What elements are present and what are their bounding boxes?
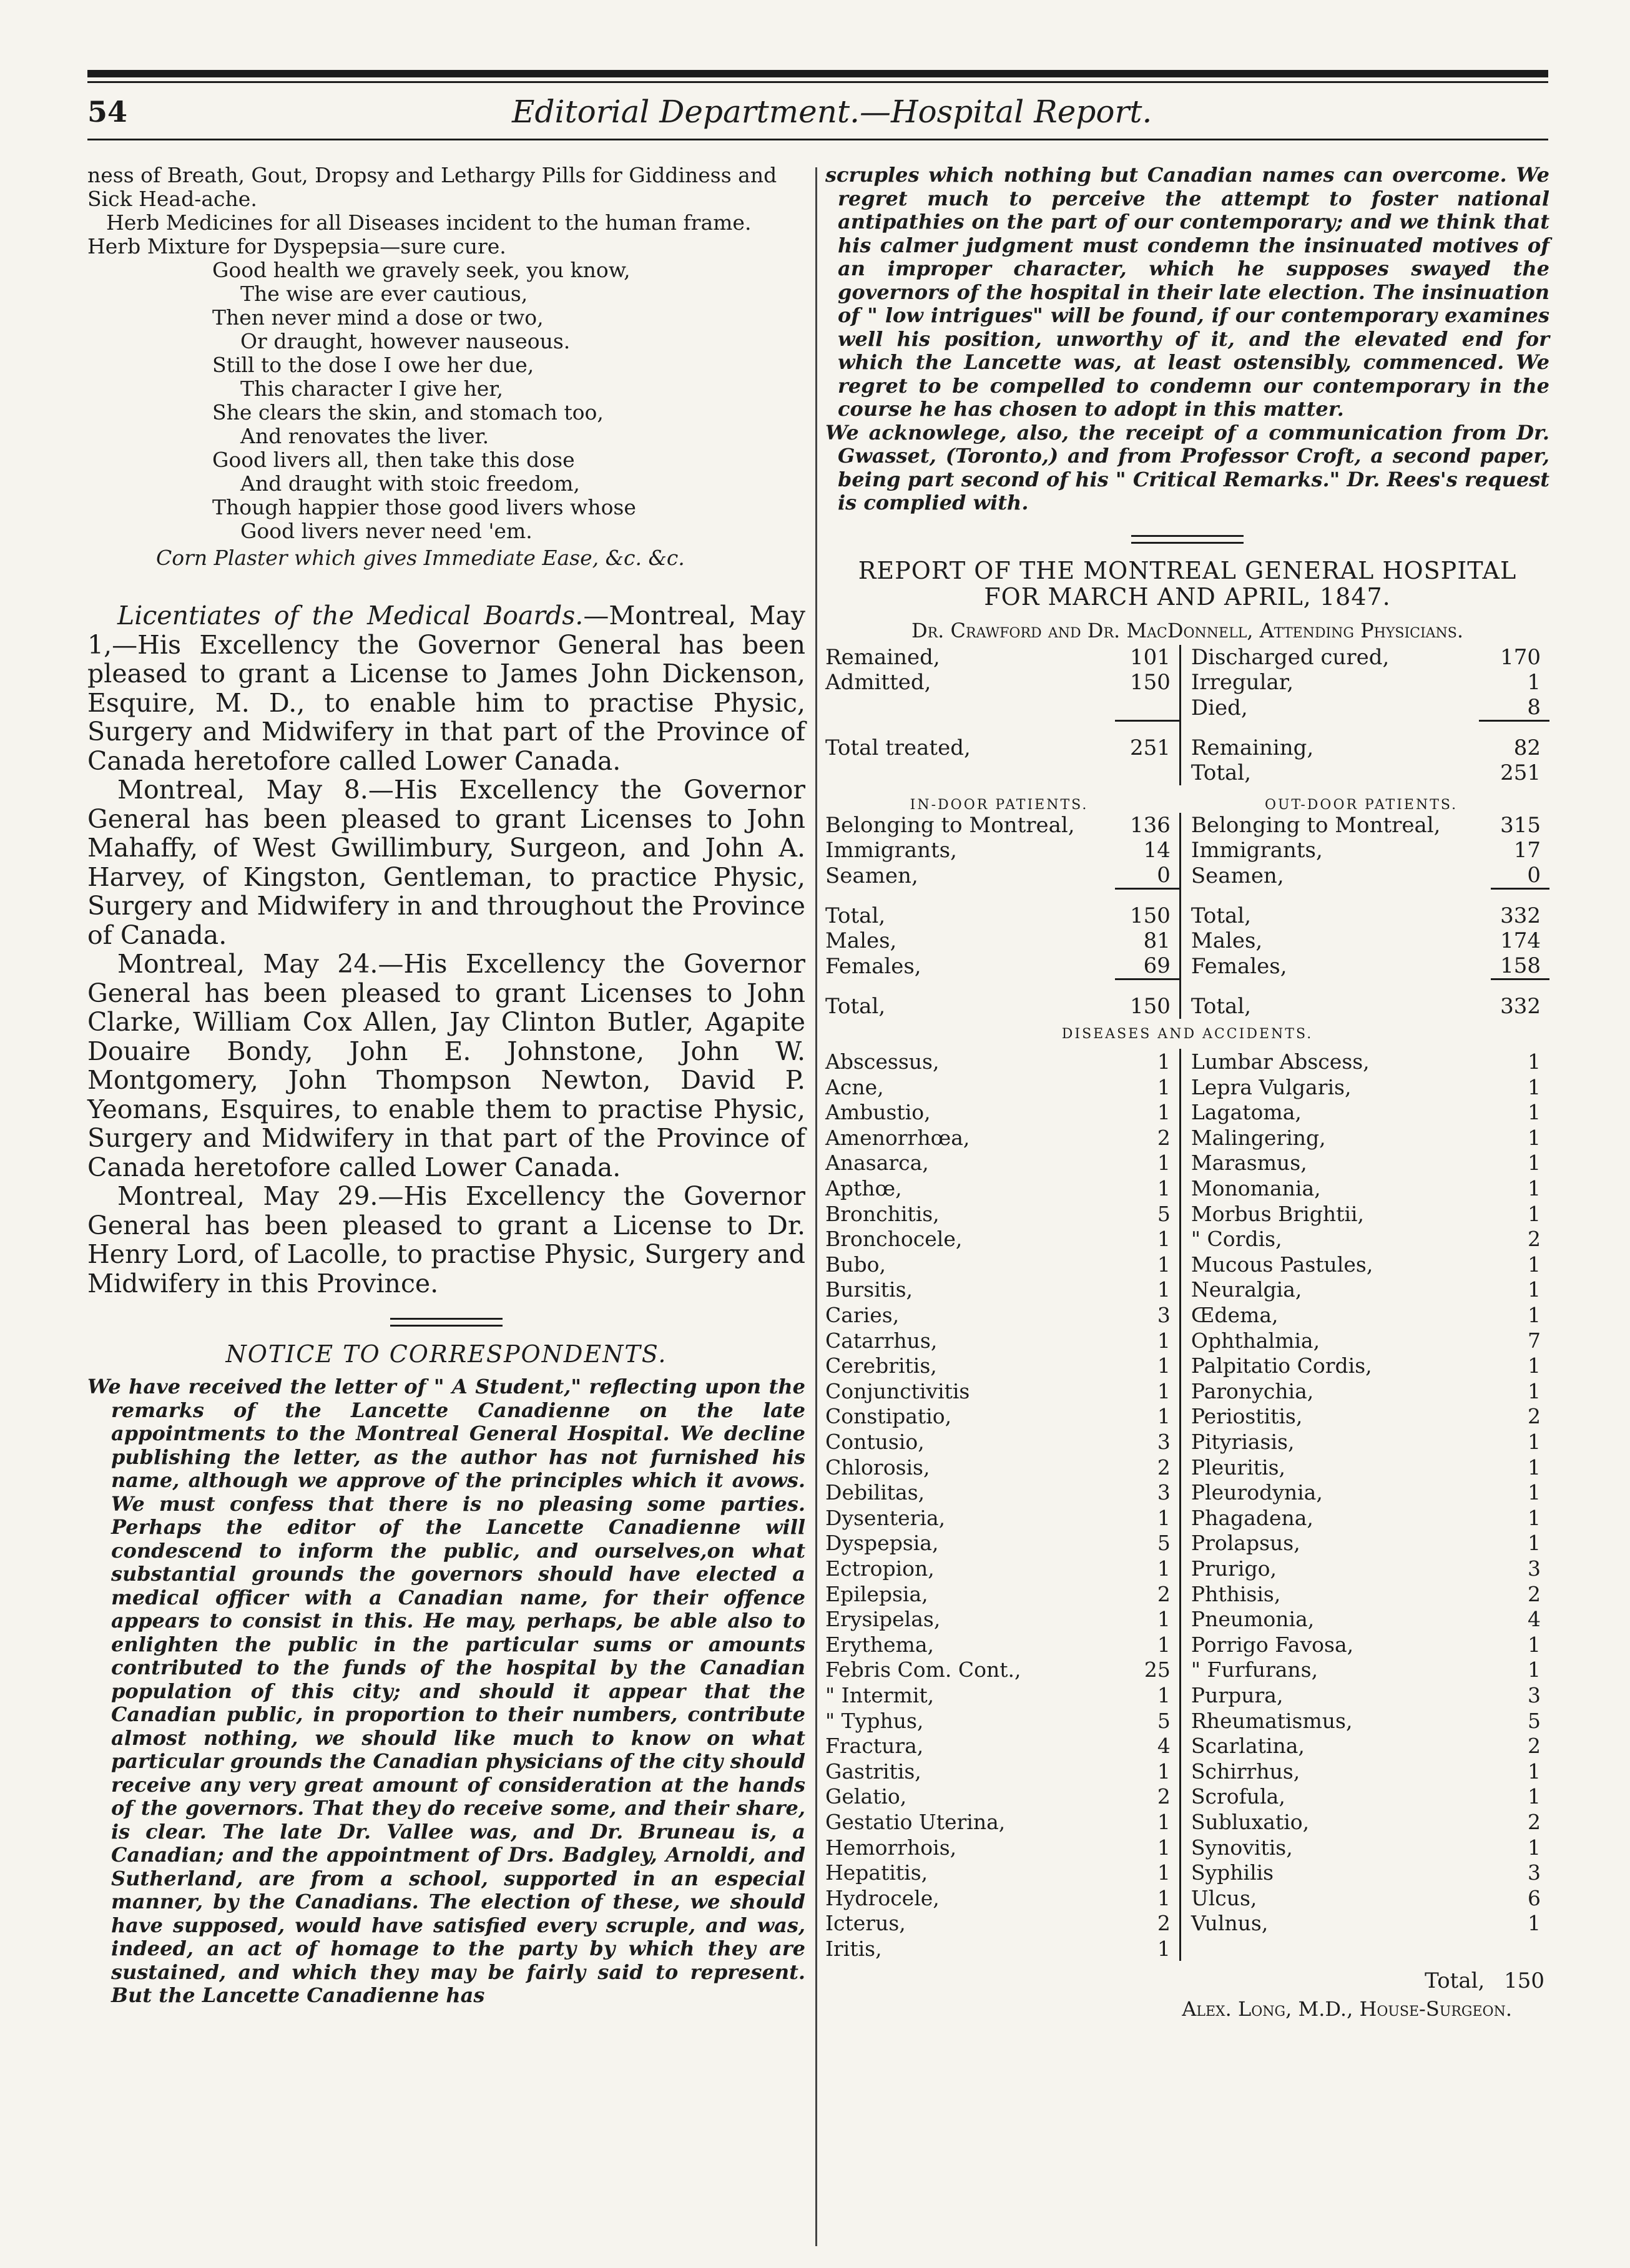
right-value: 1 bbox=[1528, 1657, 1541, 1682]
table-row bbox=[825, 760, 1549, 785]
left-value: 1 bbox=[1157, 1328, 1171, 1353]
left-value: 1 bbox=[1157, 1404, 1171, 1429]
right-value: 332 bbox=[1491, 979, 1549, 1019]
left-label: Gestatio Uterina, bbox=[825, 1809, 1006, 1834]
diseases-total-line bbox=[825, 1968, 1549, 1993]
right-value: 1 bbox=[1528, 1100, 1541, 1125]
right-value: 1 bbox=[1528, 1759, 1541, 1784]
left-value: 1 bbox=[1157, 1049, 1171, 1074]
left-label: Febris Com. Cont., bbox=[825, 1657, 1021, 1682]
right-label: Pleuritis, bbox=[1180, 1454, 1511, 1480]
table-row bbox=[825, 1099, 1549, 1125]
table-row bbox=[825, 1733, 1549, 1759]
right-label: Ulcus, bbox=[1180, 1885, 1511, 1910]
table-row bbox=[825, 1403, 1549, 1429]
right-value: 158 bbox=[1500, 953, 1541, 978]
licentiates-title: Licentiates of the Medical Boards. bbox=[117, 601, 584, 631]
left-label: Seamen, bbox=[825, 863, 918, 888]
left-label bbox=[825, 695, 1115, 721]
right-label: Morbus Brightii, bbox=[1180, 1200, 1511, 1226]
left-value: 1 bbox=[1157, 1176, 1171, 1201]
table-row bbox=[825, 1606, 1549, 1632]
left-label: Total treated, bbox=[825, 735, 971, 760]
left-value bbox=[1115, 695, 1180, 721]
left-value: 1 bbox=[1157, 1835, 1171, 1860]
table-row bbox=[825, 1302, 1549, 1327]
left-value: 0 bbox=[1157, 862, 1171, 888]
right-value: 1 bbox=[1528, 1784, 1541, 1809]
table-row bbox=[825, 1834, 1549, 1860]
table-row bbox=[825, 838, 1549, 863]
right-label: Total, bbox=[1180, 979, 1490, 1019]
right-label: Females, bbox=[1180, 953, 1490, 979]
poem-line: She clears the skin, and stomach too, bbox=[212, 400, 604, 425]
left-value: 14 bbox=[1143, 837, 1171, 863]
left-value: 2 bbox=[1157, 1125, 1171, 1150]
left-label: " Typhus, bbox=[825, 1708, 924, 1733]
left-label: Amenorrhœa, bbox=[825, 1125, 970, 1150]
right-value: 82 bbox=[1479, 720, 1549, 760]
left-label: Erysipelas, bbox=[825, 1607, 941, 1632]
right-value: 1 bbox=[1528, 1176, 1541, 1201]
table-row bbox=[825, 1124, 1549, 1150]
licentiates-paragraph bbox=[87, 601, 805, 775]
left-value: 1 bbox=[1157, 1252, 1171, 1277]
right-column bbox=[825, 164, 1549, 2021]
right-label: Purpura, bbox=[1180, 1682, 1511, 1707]
right-value: 17 bbox=[1513, 837, 1541, 863]
acknowledgement: We acknowlege, also, the receipt of a communication from Dr. Gwasset, (Toronto,) and from Professor Croft, a second paper, being part second of his " Critical Remarks." Dr. Rees's request is complied with. bbox=[825, 420, 1549, 514]
left-label: Remained, bbox=[825, 644, 940, 670]
left-value: 3 bbox=[1157, 1480, 1171, 1505]
left-label: Ectropion, bbox=[825, 1556, 935, 1581]
left-label: Females, bbox=[825, 954, 921, 979]
poem-line: Then never mind a dose or two, bbox=[212, 305, 544, 330]
poem-line: Good livers never need 'em. bbox=[240, 519, 533, 543]
left-value: 1 bbox=[1157, 1277, 1171, 1302]
left-label: Hydrocele, bbox=[825, 1885, 940, 1910]
left-label: Conjunctivitis bbox=[825, 1378, 970, 1403]
notice-title: NOTICE TO CORRESPONDENTS. bbox=[225, 1340, 667, 1368]
left-label: Total, bbox=[825, 993, 886, 1019]
right-value: 3 bbox=[1528, 1860, 1541, 1885]
table-row bbox=[825, 1175, 1549, 1200]
poem-line: And renovates the liver. bbox=[240, 424, 489, 448]
left-label: Contusio, bbox=[825, 1430, 925, 1454]
page-number: 54 bbox=[87, 95, 128, 129]
right-label: Irregular, bbox=[1180, 670, 1479, 695]
right-label: Œdema, bbox=[1180, 1302, 1511, 1327]
right-label: Discharged cured, bbox=[1180, 645, 1479, 670]
right-label: Remaining, bbox=[1180, 720, 1479, 760]
left-value: 101 bbox=[1129, 644, 1171, 670]
left-value: 1 bbox=[1157, 1682, 1171, 1707]
outdoor-heading: OUT-DOOR PATIENTS. bbox=[1264, 797, 1458, 813]
right-label: Subluxatio, bbox=[1180, 1809, 1511, 1834]
left-value: 25 bbox=[1144, 1657, 1171, 1682]
left-value: 81 bbox=[1143, 928, 1171, 953]
right-label: Palpitatio Cordis, bbox=[1180, 1353, 1511, 1378]
left-label: Abscessus, bbox=[825, 1049, 940, 1074]
left-value: 1 bbox=[1157, 1556, 1171, 1581]
right-label: Pneumonia, bbox=[1180, 1606, 1511, 1632]
left-value: 1 bbox=[1157, 1227, 1171, 1252]
poem-line: This character I give her, bbox=[240, 376, 503, 401]
left-label: Dyspepsia, bbox=[825, 1531, 939, 1556]
left-label: Immigrants, bbox=[825, 837, 957, 863]
poem-line: And draught with stoic freedom, bbox=[240, 471, 580, 496]
right-label: Periostitis, bbox=[1180, 1403, 1511, 1429]
left-label: Dysenteria, bbox=[825, 1505, 946, 1530]
right-value: 170 bbox=[1500, 644, 1541, 670]
table-row bbox=[825, 1251, 1549, 1277]
right-label: Total, bbox=[1180, 760, 1479, 785]
right-value: 1 bbox=[1528, 1277, 1541, 1302]
right-label: Total, bbox=[1180, 888, 1490, 928]
left-value: 1 bbox=[1157, 1074, 1171, 1099]
left-value: 2 bbox=[1157, 1911, 1171, 1936]
table-row bbox=[825, 1631, 1549, 1657]
advertisement-poem bbox=[212, 258, 805, 543]
left-value: 1 bbox=[1157, 1607, 1171, 1632]
left-value: 1 bbox=[1157, 1353, 1171, 1378]
top-rule-thin bbox=[87, 81, 1548, 83]
right-label: Males, bbox=[1180, 928, 1490, 953]
left-value: 3 bbox=[1157, 1303, 1171, 1328]
left-value: 150 bbox=[1129, 669, 1171, 695]
right-value: 1 bbox=[1528, 1303, 1541, 1328]
left-label: Constipatio, bbox=[825, 1404, 952, 1429]
left-value: 1 bbox=[1157, 1936, 1171, 1961]
right-label: Mucous Pastules, bbox=[1180, 1251, 1511, 1277]
left-label: Bubo, bbox=[825, 1252, 886, 1277]
left-value: 1 bbox=[1157, 1632, 1171, 1657]
right-value: 2 bbox=[1528, 1809, 1541, 1834]
licentiates-paragraph: Montreal, May 24.—His Excellency the Governor General has been pleased to grant Licenses to John Clarke, William Cox Allen, Jay Clinton Butler, Agapite Douaire Bondy, John E. Johnstone, John W. Montgomery, John Thompson Newton, David P. Yeomans, Esquires, to enable them to practise Physic, Surgery and Midwifery in that part of the Province of Canada heretofore called Lower Canada. bbox=[87, 949, 805, 1182]
table-row bbox=[825, 888, 1549, 928]
right-value: 3 bbox=[1528, 1556, 1541, 1581]
left-label: Bronchocele, bbox=[825, 1227, 963, 1252]
left-value: 3 bbox=[1157, 1430, 1171, 1454]
report-title bbox=[825, 557, 1549, 610]
table-row bbox=[825, 1428, 1549, 1454]
left-value bbox=[1115, 760, 1180, 785]
right-value: 1 bbox=[1528, 1835, 1541, 1860]
left-label: Cerebritis, bbox=[825, 1353, 937, 1378]
right-value: 1 bbox=[1528, 1151, 1541, 1176]
right-label: Paronychia, bbox=[1180, 1378, 1511, 1403]
right-value: 1 bbox=[1528, 1455, 1541, 1480]
ad-line: Herb Medicines for all Diseases incident to the human frame. bbox=[106, 210, 752, 235]
right-value: 5 bbox=[1528, 1708, 1541, 1733]
right-label: Vulnus, bbox=[1180, 1910, 1511, 1936]
right-value: 2 bbox=[1528, 1227, 1541, 1252]
table-row bbox=[825, 1657, 1549, 1682]
right-label: Died, bbox=[1180, 695, 1479, 721]
table-row bbox=[825, 1885, 1549, 1910]
summary-table bbox=[825, 645, 1549, 785]
diseases-total-label: Total, bbox=[1425, 1968, 1485, 1993]
poem-line: Good livers all, then take this dose bbox=[212, 448, 575, 472]
right-value: 1 bbox=[1528, 1911, 1541, 1936]
left-value: 1 bbox=[1157, 1759, 1171, 1784]
left-label: Hemorrhois, bbox=[825, 1835, 957, 1860]
table-row bbox=[825, 1049, 1549, 1074]
right-value: 7 bbox=[1528, 1328, 1541, 1353]
section-divider bbox=[1131, 535, 1244, 544]
right-label: Phagadena, bbox=[1180, 1505, 1511, 1530]
right-value: 2 bbox=[1528, 1581, 1541, 1606]
table-row bbox=[825, 1784, 1549, 1809]
poem-line: Good health we gravely seek, you know, bbox=[212, 258, 631, 282]
right-value: 174 bbox=[1500, 928, 1541, 953]
licentiates-paragraph: Montreal, May 8.—His Excellency the Governor General has been pleased to grant Licenses to John Mahaffy, of West Gwillimbury, Surgeon, and John A. Harvey, of Kingston, Gentleman, to practice Physic, Surgery and Midwifery in and throughout the Province of Canada. bbox=[87, 775, 805, 950]
table-row bbox=[825, 1226, 1549, 1252]
left-value: 1 bbox=[1157, 1505, 1171, 1530]
table-row bbox=[825, 1809, 1549, 1834]
right-value: 1 bbox=[1528, 1505, 1541, 1530]
left-value: 1 bbox=[1157, 1378, 1171, 1403]
left-label: Debilitas, bbox=[825, 1480, 925, 1505]
attending-physicians: Dr. Crawford and Dr. MacDonnell, Attending Physicians. bbox=[911, 618, 1464, 642]
left-label: Epilepsia, bbox=[825, 1581, 928, 1606]
table-row bbox=[825, 1935, 1549, 1961]
right-label: " Furfurans, bbox=[1180, 1657, 1511, 1682]
left-value: 2 bbox=[1157, 1784, 1171, 1809]
left-label: Bursitis, bbox=[825, 1277, 913, 1302]
right-label: Prolapsus, bbox=[1180, 1530, 1511, 1556]
left-label: Ambustio, bbox=[825, 1100, 931, 1125]
table-row bbox=[825, 1555, 1549, 1581]
corn-plaster-line: Corn Plaster which gives Immediate Ease, &c. &c. bbox=[156, 546, 685, 570]
right-value: 2 bbox=[1528, 1734, 1541, 1759]
left-label: " Intermit, bbox=[825, 1682, 935, 1707]
left-label: Apthœ, bbox=[825, 1176, 902, 1201]
table-row bbox=[825, 1200, 1549, 1226]
table-row bbox=[825, 1327, 1549, 1353]
right-label: Monomania, bbox=[1180, 1175, 1511, 1200]
column-separator bbox=[815, 167, 817, 2246]
left-label: Gastritis, bbox=[825, 1759, 921, 1784]
header-rule bbox=[87, 139, 1548, 140]
right-label: Scarlatina, bbox=[1180, 1733, 1511, 1759]
right-value: 315 bbox=[1500, 812, 1541, 838]
right-value: 1 bbox=[1528, 1201, 1541, 1226]
poem-line: Though happier those good livers whose bbox=[212, 495, 636, 519]
left-label: Hepatitis, bbox=[825, 1860, 928, 1885]
poem-line: Or draught, however nauseous. bbox=[240, 329, 571, 353]
right-value: 332 bbox=[1491, 888, 1549, 928]
left-value: 4 bbox=[1157, 1734, 1171, 1759]
left-label: Catarrhus, bbox=[825, 1328, 938, 1353]
right-value: 2 bbox=[1528, 1404, 1541, 1429]
right-label: Marasmus, bbox=[1180, 1150, 1511, 1176]
patients-table bbox=[825, 813, 1549, 1019]
diseases-heading: DISEASES AND ACCIDENTS. bbox=[1061, 1026, 1313, 1042]
left-label: Iritis, bbox=[825, 1936, 882, 1961]
right-value: 1 bbox=[1528, 1353, 1541, 1378]
table-row bbox=[825, 953, 1549, 979]
licentiates-paragraph: Montreal, May 29.—His Excellency the Governor General has been pleased to grant a License to Dr. Henry Lord, of Lacolle, to practise Physic, Surgery and Midwifery in this Province. bbox=[87, 1181, 805, 1298]
right-label: Ophthalmia, bbox=[1180, 1327, 1511, 1353]
left-value: 5 bbox=[1157, 1531, 1171, 1556]
running-title: Editorial Department.—Hospital Report. bbox=[512, 94, 1152, 130]
left-column bbox=[87, 164, 805, 2008]
table-row bbox=[825, 1454, 1549, 1480]
table-row bbox=[825, 1682, 1549, 1707]
right-label: Lagatoma, bbox=[1180, 1099, 1511, 1125]
report-title-line: REPORT OF THE MONTREAL GENERAL HOSPITAL bbox=[858, 556, 1517, 584]
table-row bbox=[825, 670, 1549, 695]
right-value: 1 bbox=[1528, 1480, 1541, 1505]
advertisement-lines bbox=[87, 164, 805, 258]
table-row bbox=[825, 695, 1549, 721]
notice-continued: scruples which nothing but Canadian names can overcome. We regret much to perceive the attempt to foster national antipathies on the part of our contemporary; and we think that his calmer judgment must condemn the insinuated motives of an improper character, which he supposes swayed the governors of the hospital in their late election. The insinuation of " low intrigues" will be found, if our contemporary examines well his position, unworthy of it, and the elevated end for which the Lancette was, at least ostensibly, commenced. We regret to be compelled to condemn our contemporary in the course he has chosen to adopt in this matter. bbox=[825, 163, 1549, 421]
left-label: Fractura, bbox=[825, 1734, 924, 1759]
left-label: Bronchitis, bbox=[825, 1201, 940, 1226]
section-divider bbox=[390, 1318, 503, 1327]
right-label: Rheumatismus, bbox=[1180, 1707, 1511, 1733]
right-value bbox=[1512, 1935, 1549, 1961]
right-label: Belonging to Montreal, bbox=[1180, 813, 1490, 838]
left-value: 5 bbox=[1157, 1708, 1171, 1733]
poem-line: The wise are ever cautious, bbox=[240, 282, 528, 306]
left-label: Erythema, bbox=[825, 1632, 935, 1657]
right-label bbox=[1180, 1935, 1511, 1961]
table-row bbox=[825, 1860, 1549, 1885]
right-label: Scrofula, bbox=[1180, 1784, 1511, 1809]
right-label: Phthisis, bbox=[1180, 1581, 1511, 1606]
poem-line: Still to the dose I owe her due, bbox=[212, 353, 534, 377]
left-label: Total, bbox=[825, 903, 886, 928]
table-row bbox=[825, 1378, 1549, 1403]
table-row bbox=[825, 1707, 1549, 1733]
left-label bbox=[825, 760, 1115, 785]
left-label: Chlorosis, bbox=[825, 1455, 930, 1480]
left-value: 150 bbox=[1115, 979, 1180, 1019]
table-row bbox=[825, 979, 1549, 1019]
left-label: Gelatio, bbox=[825, 1784, 907, 1809]
table-row bbox=[825, 863, 1549, 889]
right-label: Prurigo, bbox=[1180, 1555, 1511, 1581]
table-row bbox=[825, 1353, 1549, 1378]
right-label: Synovitis, bbox=[1180, 1834, 1511, 1860]
table-row bbox=[825, 645, 1549, 670]
table-row bbox=[825, 1150, 1549, 1176]
table-row bbox=[825, 1277, 1549, 1302]
left-value: 251 bbox=[1115, 720, 1180, 760]
diseases-total-value: 150 bbox=[1504, 1968, 1544, 1993]
table-row bbox=[825, 1530, 1549, 1556]
right-label: Seamen, bbox=[1180, 863, 1490, 889]
left-label: Males, bbox=[825, 928, 897, 953]
right-label: Pityriasis, bbox=[1180, 1428, 1511, 1454]
table-row bbox=[825, 1505, 1549, 1530]
left-label: Caries, bbox=[825, 1303, 900, 1328]
left-value: 5 bbox=[1157, 1201, 1171, 1226]
left-label: Acne, bbox=[825, 1074, 884, 1099]
right-value: 6 bbox=[1528, 1885, 1541, 1910]
table-row bbox=[825, 813, 1549, 838]
right-value: 1 bbox=[1528, 1049, 1541, 1074]
left-label: Admitted, bbox=[825, 669, 931, 695]
right-label: Porrigo Favosa, bbox=[1180, 1631, 1511, 1657]
ad-line: ness of Breath, Gout, Dropsy and Lethargy Pills for Giddiness and Sick Head-ache. bbox=[87, 163, 777, 211]
right-label: Pleurodynia, bbox=[1180, 1480, 1511, 1505]
right-label: Malingering, bbox=[1180, 1124, 1511, 1150]
left-value: 150 bbox=[1115, 888, 1180, 928]
right-value: 1 bbox=[1527, 669, 1541, 695]
report-title-line: FOR MARCH AND APRIL, 1847. bbox=[984, 582, 1391, 611]
table-row bbox=[825, 1581, 1549, 1606]
house-surgeon-signature: Alex. Long, M.D., House-Surgeon. bbox=[1182, 1996, 1512, 2021]
left-value: 136 bbox=[1129, 812, 1171, 838]
top-rule bbox=[87, 70, 1548, 77]
table-row bbox=[825, 928, 1549, 953]
ad-line: Herb Mixture for Dyspepsia—sure cure. bbox=[87, 234, 506, 258]
table-row bbox=[825, 1074, 1549, 1099]
left-value: 2 bbox=[1157, 1581, 1171, 1606]
right-value: 4 bbox=[1528, 1607, 1541, 1632]
table-row bbox=[825, 720, 1549, 760]
table-row bbox=[825, 1758, 1549, 1784]
left-label: Belonging to Montreal, bbox=[825, 812, 1075, 838]
licentiates-text: —Montreal, May 1,—His Excellency the Governor General has been pleased to grant a License to James John Dickenson, Esquire, M. D., to enable him to practise Physic, Surgery and Midwifery in that part of the Province of Canada heretofore called Lower Canada. bbox=[87, 601, 805, 776]
right-value: 8 bbox=[1527, 694, 1541, 720]
left-value: 1 bbox=[1157, 1100, 1171, 1125]
right-value: 1 bbox=[1528, 1252, 1541, 1277]
right-label: Lumbar Abscess, bbox=[1180, 1049, 1511, 1074]
left-value: 1 bbox=[1157, 1860, 1171, 1885]
table-row bbox=[825, 1910, 1549, 1936]
patients-table bbox=[825, 790, 1549, 813]
left-value: 2 bbox=[1157, 1455, 1171, 1480]
right-label: Immigrants, bbox=[1180, 838, 1490, 863]
indoor-heading: IN-DOOR PATIENTS. bbox=[910, 797, 1089, 813]
right-value: 1 bbox=[1528, 1125, 1541, 1150]
right-label: Syphilis bbox=[1180, 1860, 1511, 1885]
right-value: 1 bbox=[1528, 1531, 1541, 1556]
right-label: " Cordis, bbox=[1180, 1226, 1511, 1252]
right-value: 3 bbox=[1528, 1682, 1541, 1707]
right-value: 1 bbox=[1528, 1430, 1541, 1454]
right-label: Lepra Vulgaris, bbox=[1180, 1074, 1511, 1099]
right-label: Schirrhus, bbox=[1180, 1758, 1511, 1784]
left-label: Icterus, bbox=[825, 1911, 906, 1936]
left-value: 1 bbox=[1157, 1809, 1171, 1834]
right-value: 1 bbox=[1528, 1074, 1541, 1099]
left-label: Anasarca, bbox=[825, 1151, 929, 1176]
left-value: 1 bbox=[1157, 1885, 1171, 1910]
right-label: Neuralgia, bbox=[1180, 1277, 1511, 1302]
notice-text: We have received the letter of " A Student," reflecting upon the remarks of the Lancette Canadienne on the late appointments to the Montreal General Hospital. We decline publishing the letter, as the author has not furnished his name, although we approve of the principles which it avows. We must confess that there is no pleasing some parties. Perhaps the editor of the Lancette Canadienne will condescend to inform the public, and ourselves,on what substantial grounds the governors should have elected a medical officer with a Canadian name, for their offence appears to consist in this. He may, perhaps, be able also to enlighten the public in the particular sums or amounts contributed to the funds of the hospital by the Canadian population of this city; and should it appear that the Canadian public, in proportion to their numbers, contribute almost nothing, we should like much to know on what particular grounds the Canadian physicians of the city should receive any very great amount of consideration at the hands of the governors. That they do receive some, and their share, is clear. The late Dr. Vallee was, and Dr. Bruneau is, a Canadian; and the appointment of Drs. Badgley, Arnoldi, and Sutherland, are from a school, supported in an especial manner, by the Canadians. The election of these, we should have supposed, would have satisfied every scruple, and was, indeed, an act of homage to the party by which they are sustained, and which they may be fairly said to represent. But the Lancette Canadienne has bbox=[87, 1375, 805, 2007]
table-row bbox=[825, 1480, 1549, 1505]
right-value: 251 bbox=[1500, 760, 1541, 785]
diseases-table bbox=[825, 1049, 1549, 1961]
right-value: 0 bbox=[1527, 862, 1541, 888]
left-value: 1 bbox=[1157, 1151, 1171, 1176]
right-value: 1 bbox=[1528, 1632, 1541, 1657]
left-value: 69 bbox=[1143, 953, 1171, 978]
right-value: 1 bbox=[1528, 1378, 1541, 1403]
